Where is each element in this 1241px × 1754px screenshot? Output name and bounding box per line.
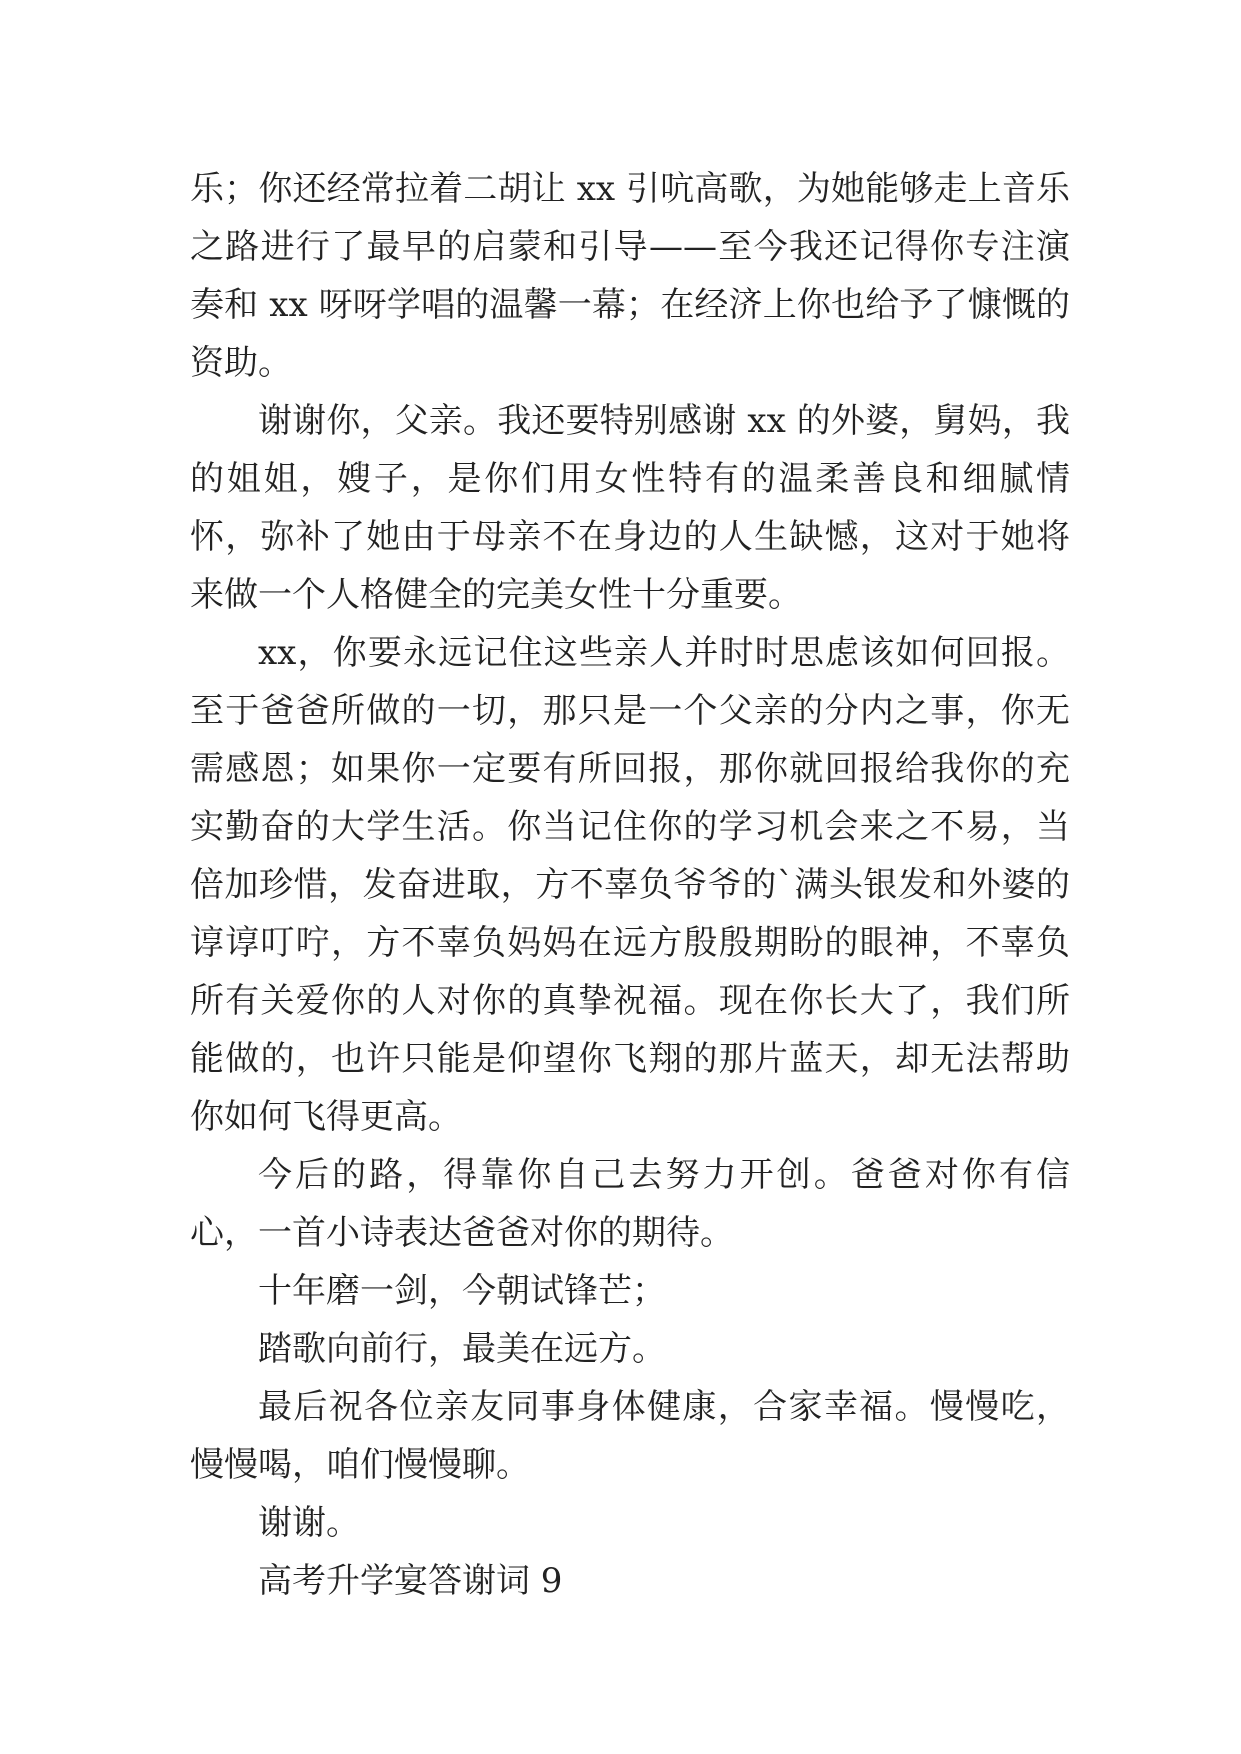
paragraph-remember-relatives: xx，你要永远记住这些亲人并时时思虑该如何回报。至于爸爸所做的一切，那只是一个父亲的分内之事，你无需感恩；如果你一定要有所回报，那你就回报给我你的充实勤奋的大学生活。你当记住你的学习机会来之不易，当倍加珍惜，发奋进取，方不辜负爷爷的`满头银发和外婆的谆谆叮咛，方不辜负妈妈在远方殷殷期盼的眼神，不辜负所有关爱你的人对你的真挚祝福。现在你长大了，我们所能做的，也许只能是仰望你飞翔的那片蓝天，却无法帮助你如何飞得更高。 — [190, 633, 1070, 1137]
poem-line-1: 十年磨一剑，今朝试锋芒； — [258, 1271, 666, 1311]
poem-line-2: 踏歌向前行，最美在远方。 — [258, 1329, 666, 1369]
paragraph-continuation: 乐；你还经常拉着二胡让 xx 引吭高歌，为她能够走上音乐之路进行了最早的启蒙和引导——至今我还记得你专注演奏和 xx 呀呀学唱的温馨一幕；在经济上你也给予了慷慨的资助。 — [190, 169, 1070, 383]
paragraph-thank-you: 谢谢。 — [258, 1503, 360, 1543]
document-body — [190, 160, 1070, 1610]
paragraph-future-path: 今后的路，得靠你自己去努力开创。爸爸对你有信心，一首小诗表达爸爸对你的期待。 — [190, 1155, 1070, 1253]
paragraph-closing-wishes: 最后祝各位亲友同事身体健康，合家幸福。慢慢吃，慢慢喝，咱们慢慢聊。 — [190, 1387, 1070, 1485]
section-heading: 高考升学宴答谢词 9 — [258, 1561, 563, 1601]
paragraph-thanks-father: 谢谢你，父亲。我还要特别感谢 xx 的外婆，舅妈，我的姐姐，嫂子，是你们用女性特有的温柔善良和细腻情怀，弥补了她由于母亲不在身边的人生缺憾，这对于她将来做一个人格健全的完美女性十分重要。 — [190, 401, 1070, 615]
